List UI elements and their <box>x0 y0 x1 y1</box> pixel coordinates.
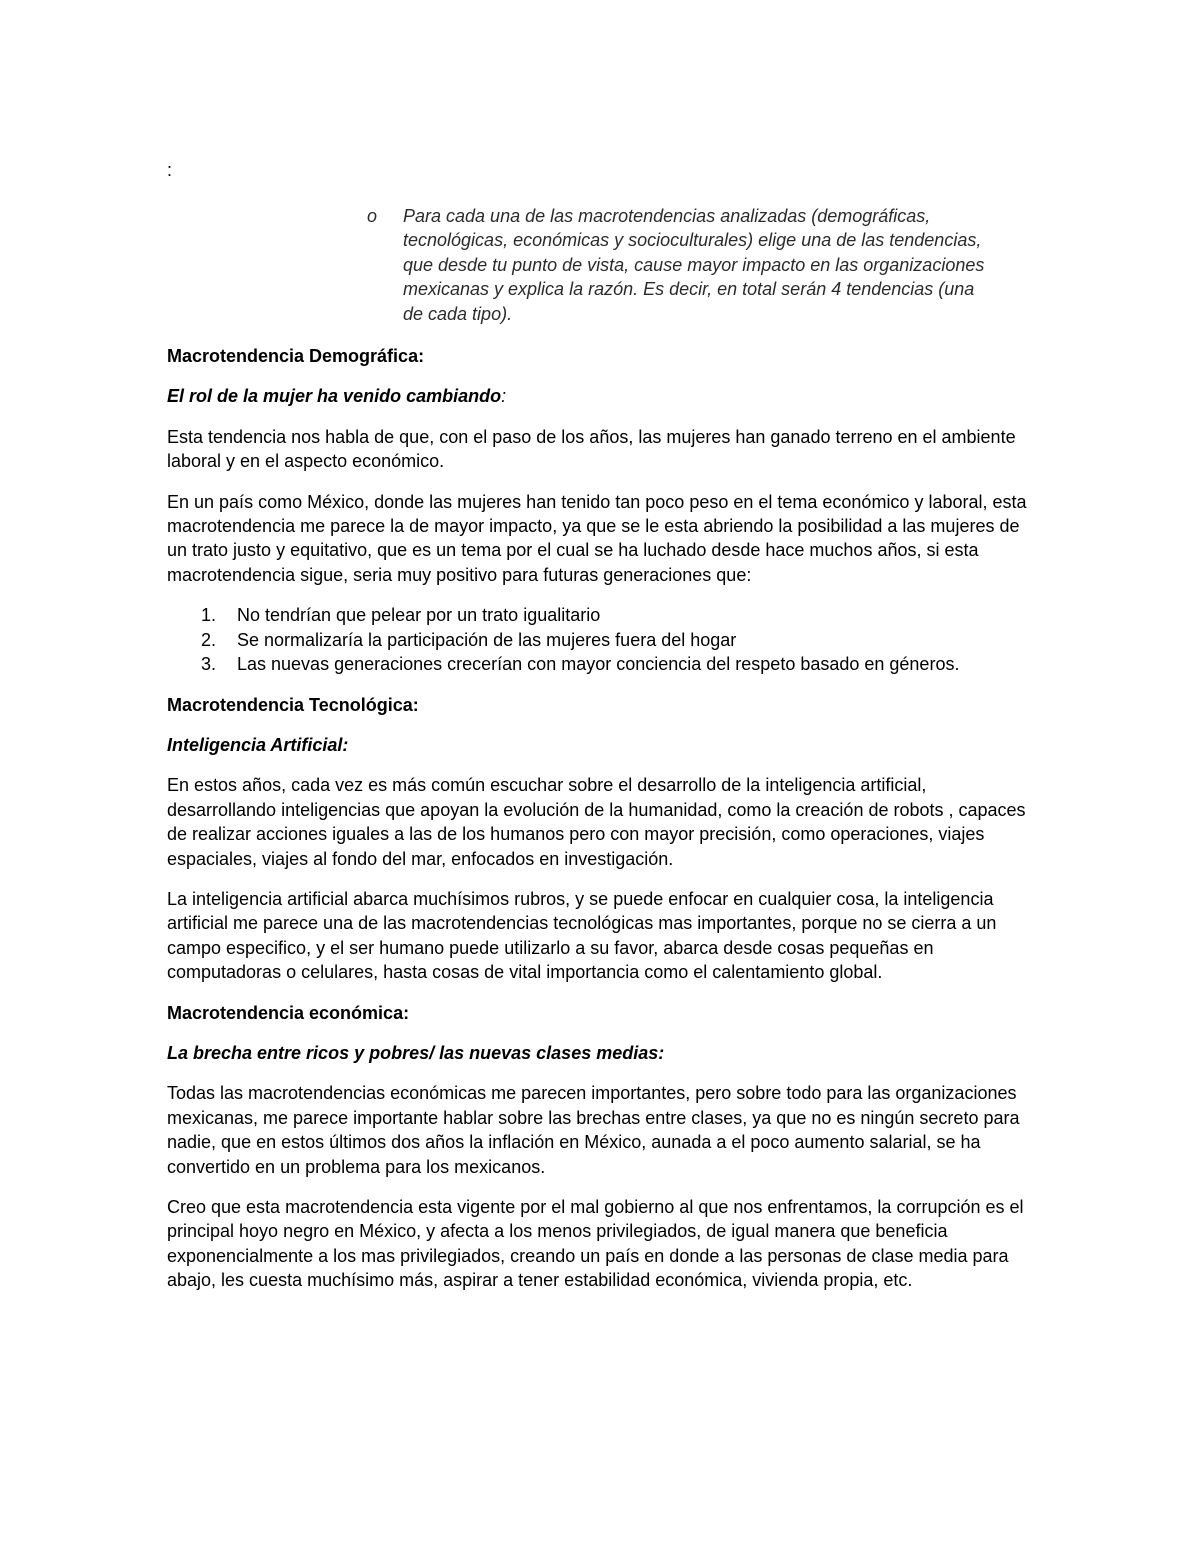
section-subheading-demografica <box>167 384 1037 408</box>
document-body <box>167 158 1037 1309</box>
paragraph: Todas las macrotendencias económicas me parecen importantes, pero sobre todo para las organizaciones mexicanas, me parece importante hablar sobre las brechas entre clases, ya que no es ningún secreto para nadie, que en estos últimos dos años la inflación en México, aunada a el poco aumento salarial, se ha convertido en un problema para los mexicanos. <box>167 1083 1020 1177</box>
list-item <box>167 628 1037 652</box>
subheading-suffix: : <box>501 386 507 407</box>
section-heading-tecnologica: Macrotendencia Tecnológica: <box>167 694 419 715</box>
list-number: 3. <box>201 654 217 675</box>
instruction-text: Para cada una de las macrotendencias analizadas (demográficas, tecnológicas, económicas y socioculturales) elige una de las tendencias, que desde tu punto de vista, cause mayor impacto en las organizaciones mexicanas y explica la razón. Es decir, en total serán 4 tendencias (una de cada tipo). <box>403 206 985 324</box>
list-number: 2. <box>201 629 217 650</box>
list-number: 1. <box>201 605 217 626</box>
subheading-text: El rol de la mujer ha venido cambiando <box>167 386 502 407</box>
paragraph: En un país como México, donde las mujeres han tenido tan poco peso en el tema económico y laboral, esta macrotendencia me parece la de mayor impacto, ya que se le esta abriendo la posibilidad a las mujeres de un trato justo y equitativo, que es un tema por el cual se ha luchado desde hace muchos años, si esta macrotendencia sigue, seria muy positivo para futuras generaciones que: <box>167 491 1027 585</box>
section-subheading-economica: La brecha entre ricos y pobres/ las nuevas clases medias: <box>167 1042 665 1063</box>
paragraph: Creo que esta macrotendencia esta vigente por el mal gobierno al que nos enfrentamos, la corrupción es el principal hoyo negro en México, y afecta a los menos privilegiados, de igual manera que beneficia exponencialmente a los mas privilegiados, creando un país en donde a las personas de clase media para abajo, les cuesta muchísimo más, aspirar a tener estabilidad económica, vivienda propia, etc. <box>167 1197 1024 1291</box>
paragraph: En estos años, cada vez es más común escuchar sobre el desarrollo de la inteligencia artificial, desarrollando inteligencias que apoyan la evolución de la humanidad, como la creación de robots , capaces de realizar acciones iguales a las de los humanos pero con mayor precisión, como operaciones, viajes espaciales, viajes al fondo del mar, enfocados en investigación. <box>167 775 1026 869</box>
section-subheading-tecnologica: Inteligencia Artificial: <box>167 734 349 755</box>
paragraph: La inteligencia artificial abarca muchísimos rubros, y se puede enfocar en cualquier cosa, la inteligencia artificial me parece una de las macrotendencias tecnológicas mas importantes, porque no se cierra a un campo especifico, y el ser humano puede utilizarlo a su favor, abarca desde cosas pequeñas en computadoras o celulares, hasta cosas de vital importancia como el calentamiento global. <box>167 888 997 983</box>
bullet-marker: o <box>367 206 378 226</box>
list-item-text: Las nuevas generaciones crecerían con mayor conciencia del respeto basado en géneros. <box>237 654 960 675</box>
section-heading-economica: Macrotendencia económica: <box>167 1002 410 1023</box>
instruction-bullet <box>367 204 993 326</box>
list-item-text: No tendrían que pelear por un trato igualitario <box>237 605 601 626</box>
section-heading-demografica: Macrotendencia Demográfica: <box>167 346 425 367</box>
colon-line: : <box>167 160 173 180</box>
paragraph: Esta tendencia nos habla de que, con el paso de los años, las mujeres han ganado terreno en el ambiente laboral y en el aspecto económico. <box>167 426 1016 472</box>
numbered-list <box>167 603 1037 676</box>
list-item-text: Se normalizaría la participación de las mujeres fuera del hogar <box>237 629 737 650</box>
list-item <box>167 603 1037 627</box>
list-item <box>167 652 1037 676</box>
